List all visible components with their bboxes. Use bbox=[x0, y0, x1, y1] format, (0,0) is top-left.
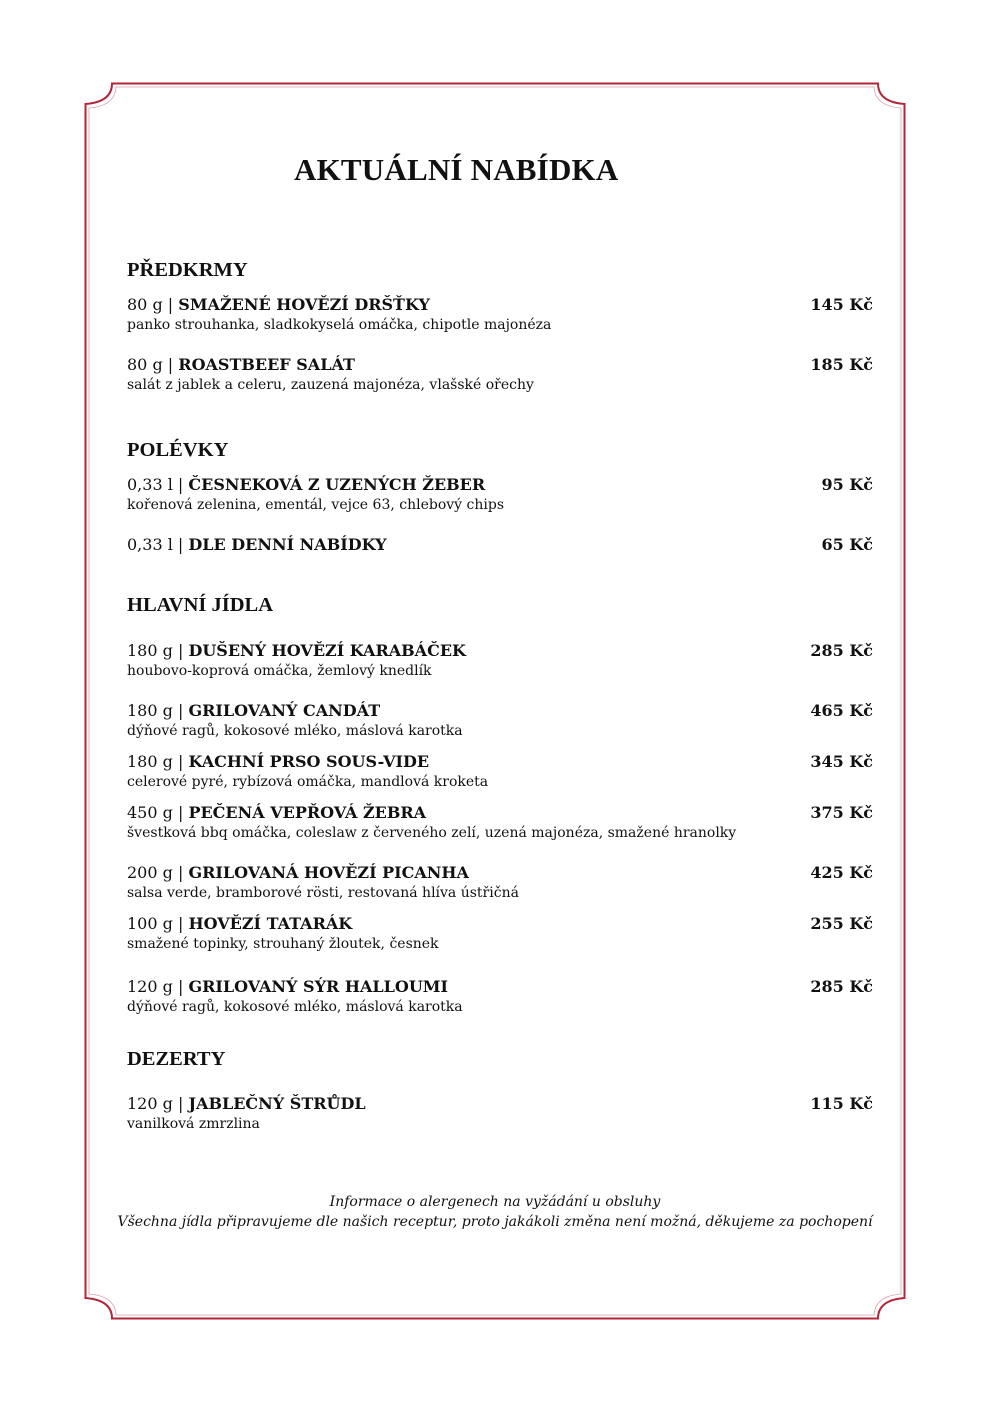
item-name: PEČENÁ VEPŘOVÁ ŽEBRA bbox=[188, 803, 427, 822]
item-separator: | bbox=[177, 914, 184, 933]
page-title: AKTUÁLNÍ NABÍDKA bbox=[294, 152, 619, 187]
item-name: DLE DENNÍ NABÍDKY bbox=[188, 535, 387, 554]
section-heading-polevky: POLÉVKY bbox=[127, 439, 229, 461]
item-description: salsa verde, bramborové rösti, restovaná hlíva ústřičná bbox=[127, 885, 519, 901]
item-name: SMAŽENÉ HOVĚZÍ DRŠŤKY bbox=[178, 295, 430, 314]
item-name: DUŠENÝ HOVĚZÍ KARABÁČEK bbox=[188, 641, 466, 660]
item-price: 95 Kč bbox=[821, 475, 873, 494]
allergen-note: Informace o alergenech na vyžádání u obsluhy bbox=[329, 1194, 661, 1210]
menu-item bbox=[127, 863, 873, 903]
item-name: HOVĚZÍ TATARÁK bbox=[188, 914, 353, 933]
menu-item bbox=[127, 1094, 873, 1134]
section-heading-dezerty: DEZERTY bbox=[127, 1048, 226, 1070]
item-description: dýňové ragů, kokosové mléko, máslová karotka bbox=[127, 999, 463, 1015]
item-quantity: 200 g bbox=[127, 863, 173, 882]
item-quantity: 0,33 l bbox=[127, 535, 173, 554]
item-quantity: 120 g bbox=[127, 977, 173, 996]
item-separator: | bbox=[177, 535, 184, 554]
item-name: GRILOVANÝ SÝR HALLOUMI bbox=[188, 977, 448, 996]
item-quantity: 180 g bbox=[127, 641, 173, 660]
menu-item bbox=[127, 701, 873, 741]
item-description: smažené topinky, strouhaný žloutek, česnek bbox=[127, 936, 439, 952]
item-quantity: 80 g bbox=[127, 355, 163, 374]
item-separator: | bbox=[177, 641, 184, 660]
item-price: 65 Kč bbox=[821, 535, 873, 554]
item-name: GRILOVANÁ HOVĚZÍ PICANHA bbox=[188, 863, 469, 882]
item-name: GRILOVANÝ CANDÁT bbox=[188, 701, 381, 720]
item-price: 285 Kč bbox=[810, 641, 873, 660]
item-separator: | bbox=[177, 977, 184, 996]
item-price: 145 Kč bbox=[810, 295, 873, 314]
menu-item bbox=[127, 803, 873, 843]
menu-item bbox=[127, 295, 873, 335]
menu-item bbox=[127, 752, 873, 792]
item-price: 465 Kč bbox=[810, 701, 873, 720]
item-quantity: 80 g bbox=[127, 295, 163, 314]
item-name: JABLEČNÝ ŠTRŮDL bbox=[188, 1094, 366, 1113]
item-price: 115 Kč bbox=[810, 1094, 873, 1113]
menu-item bbox=[127, 355, 873, 395]
item-description: dýňové ragů, kokosové mléko, máslová karotka bbox=[127, 723, 463, 739]
item-quantity: 180 g bbox=[127, 752, 173, 771]
menu-item bbox=[127, 535, 873, 555]
recipe-note: Všechna jídla připravujeme dle našich receptur, proto jakákoli změna není možná, děkujeme za pochopení bbox=[117, 1214, 873, 1230]
item-quantity: 100 g bbox=[127, 914, 173, 933]
item-separator: | bbox=[177, 1094, 184, 1113]
item-separator: | bbox=[177, 752, 184, 771]
item-description: kořenová zelenina, ementál, vejce 63, chlebový chips bbox=[127, 497, 505, 513]
item-separator: | bbox=[177, 701, 184, 720]
item-quantity: 0,33 l bbox=[127, 475, 173, 494]
item-quantity: 180 g bbox=[127, 701, 173, 720]
menu-item bbox=[127, 977, 873, 1017]
item-price: 345 Kč bbox=[810, 752, 873, 771]
menu-item bbox=[127, 641, 873, 681]
item-separator: | bbox=[177, 863, 184, 882]
item-name: ČESNEKOVÁ Z UZENÝCH ŽEBER bbox=[188, 475, 486, 494]
item-price: 285 Kč bbox=[810, 977, 873, 996]
section-heading-predkrmy: PŘEDKRMY bbox=[127, 259, 248, 281]
item-separator: | bbox=[177, 475, 184, 494]
item-name: ROASTBEEF SALÁT bbox=[178, 355, 355, 374]
item-price: 255 Kč bbox=[810, 914, 873, 933]
menu-item bbox=[127, 914, 873, 954]
item-separator: | bbox=[167, 355, 174, 374]
item-description: salát z jablek a celeru, zauzená majonéza, vlašské ořechy bbox=[127, 377, 534, 393]
item-quantity: 120 g bbox=[127, 1094, 173, 1113]
item-separator: | bbox=[167, 295, 174, 314]
item-description: vanilková zmrzlina bbox=[127, 1116, 260, 1132]
item-price: 425 Kč bbox=[810, 863, 873, 882]
section-heading-hlavni-jidla: HLAVNÍ JÍDLA bbox=[127, 594, 274, 616]
item-price: 375 Kč bbox=[810, 803, 873, 822]
item-separator: | bbox=[177, 803, 184, 822]
item-description: panko strouhanka, sladkokyselá omáčka, chipotle majonéza bbox=[127, 317, 552, 333]
item-price: 185 Kč bbox=[810, 355, 873, 374]
item-quantity: 450 g bbox=[127, 803, 173, 822]
item-description: houbovo-koprová omáčka, žemlový knedlík bbox=[127, 663, 432, 679]
menu-item bbox=[127, 475, 873, 515]
item-description: celerové pyré, rybízová omáčka, mandlová kroketa bbox=[127, 774, 489, 790]
item-description: švestková bbq omáčka, coleslaw z červeného zelí, uzená majonéza, smažené hranolky bbox=[127, 825, 737, 841]
item-name: KACHNÍ PRSO SOUS-VIDE bbox=[188, 752, 430, 771]
